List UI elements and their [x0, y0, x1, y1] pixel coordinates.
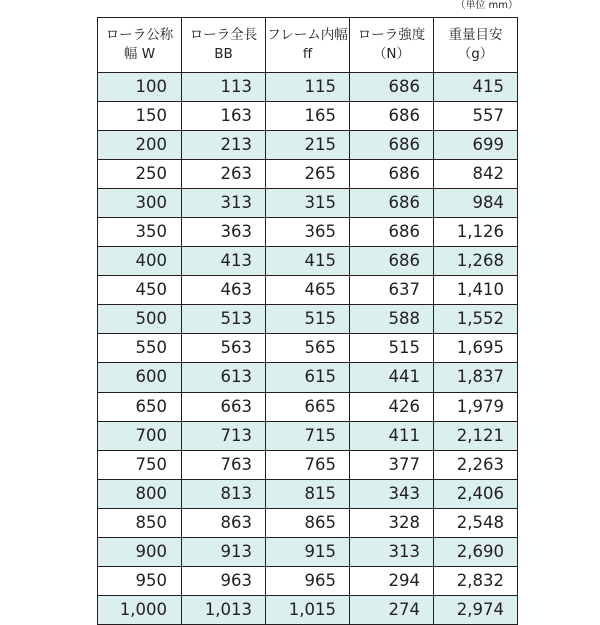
- cell-weight: 415: [434, 73, 518, 102]
- cell-overall-length: 663: [182, 392, 266, 421]
- cell-overall-length: 1,013: [182, 595, 266, 624]
- table-row: [98, 73, 518, 102]
- header-row: [98, 18, 518, 73]
- cell-nominal-width: 450: [98, 276, 182, 305]
- header-line: フレーム内幅: [267, 27, 348, 43]
- cell-nominal-width: 700: [98, 421, 182, 450]
- cell-frame-inner-width: 815: [266, 479, 350, 508]
- table-row: [98, 334, 518, 363]
- cell-overall-length: 963: [182, 566, 266, 595]
- cell-frame-inner-width: 465: [266, 276, 350, 305]
- cell-strength: 343: [350, 479, 434, 508]
- cell-strength: 686: [350, 73, 434, 102]
- cell-nominal-width: 950: [98, 566, 182, 595]
- cell-frame-inner-width: 365: [266, 218, 350, 247]
- table-row: [98, 450, 518, 479]
- cell-weight: 699: [434, 131, 518, 160]
- table-row: [98, 363, 518, 392]
- cell-frame-inner-width: 115: [266, 73, 350, 102]
- cell-overall-length: 813: [182, 479, 266, 508]
- table-row: [98, 479, 518, 508]
- cell-strength: 588: [350, 305, 434, 334]
- cell-frame-inner-width: 215: [266, 131, 350, 160]
- cell-nominal-width: 350: [98, 218, 182, 247]
- cell-nominal-width: 550: [98, 334, 182, 363]
- roller-spec-table: [97, 17, 518, 625]
- header-line: ローラ公称: [105, 27, 174, 43]
- cell-frame-inner-width: 715: [266, 421, 350, 450]
- table-row: [98, 218, 518, 247]
- cell-nominal-width: 650: [98, 392, 182, 421]
- cell-weight: 557: [434, 102, 518, 131]
- cell-strength: 411: [350, 421, 434, 450]
- cell-overall-length: 313: [182, 189, 266, 218]
- cell-weight: 2,548: [434, 508, 518, 537]
- cell-overall-length: 113: [182, 73, 266, 102]
- cell-strength: 274: [350, 595, 434, 624]
- cell-frame-inner-width: 1,015: [266, 595, 350, 624]
- cell-nominal-width: 900: [98, 537, 182, 566]
- cell-frame-inner-width: 515: [266, 305, 350, 334]
- table-row: [98, 305, 518, 334]
- cell-overall-length: 463: [182, 276, 266, 305]
- header-line: 重量目安: [448, 27, 503, 43]
- cell-strength: 426: [350, 392, 434, 421]
- table-row: [98, 276, 518, 305]
- cell-frame-inner-width: 765: [266, 450, 350, 479]
- header-line: ff: [302, 46, 313, 62]
- table-body: [98, 73, 518, 625]
- cell-strength: 637: [350, 276, 434, 305]
- header-line: （N）: [372, 46, 411, 62]
- header-roller-nominal-width: [98, 18, 182, 73]
- unit-note: （単位 mm）: [455, 0, 518, 11]
- cell-weight: 1,126: [434, 218, 518, 247]
- cell-nominal-width: 500: [98, 305, 182, 334]
- cell-nominal-width: 850: [98, 508, 182, 537]
- table-row: [98, 189, 518, 218]
- cell-overall-length: 263: [182, 160, 266, 189]
- header-roller-strength: [350, 18, 434, 73]
- cell-frame-inner-width: 865: [266, 508, 350, 537]
- table-row: [98, 566, 518, 595]
- cell-nominal-width: 300: [98, 189, 182, 218]
- table-row: [98, 537, 518, 566]
- cell-strength: 686: [350, 131, 434, 160]
- cell-strength: 515: [350, 334, 434, 363]
- cell-weight: 1,268: [434, 247, 518, 276]
- cell-overall-length: 713: [182, 421, 266, 450]
- cell-weight: 1,552: [434, 305, 518, 334]
- cell-overall-length: 563: [182, 334, 266, 363]
- cell-overall-length: 363: [182, 218, 266, 247]
- cell-frame-inner-width: 315: [266, 189, 350, 218]
- cell-weight: 1,410: [434, 276, 518, 305]
- table-row: [98, 247, 518, 276]
- cell-weight: 842: [434, 160, 518, 189]
- cell-frame-inner-width: 415: [266, 247, 350, 276]
- cell-weight: 2,832: [434, 566, 518, 595]
- cell-frame-inner-width: 915: [266, 537, 350, 566]
- cell-frame-inner-width: 615: [266, 363, 350, 392]
- table-row: [98, 102, 518, 131]
- header-line: ローラ全長: [189, 27, 258, 43]
- cell-frame-inner-width: 265: [266, 160, 350, 189]
- cell-strength: 686: [350, 247, 434, 276]
- cell-strength: 294: [350, 566, 434, 595]
- cell-weight: 2,974: [434, 595, 518, 624]
- cell-strength: 686: [350, 102, 434, 131]
- table-row: [98, 392, 518, 421]
- cell-weight: 1,837: [434, 363, 518, 392]
- cell-nominal-width: 800: [98, 479, 182, 508]
- cell-weight: 1,979: [434, 392, 518, 421]
- cell-strength: 377: [350, 450, 434, 479]
- cell-overall-length: 513: [182, 305, 266, 334]
- cell-frame-inner-width: 665: [266, 392, 350, 421]
- cell-weight: 2,263: [434, 450, 518, 479]
- header-line: BB: [214, 46, 233, 62]
- cell-weight: 984: [434, 189, 518, 218]
- cell-strength: 686: [350, 160, 434, 189]
- cell-nominal-width: 150: [98, 102, 182, 131]
- table-header: [98, 18, 518, 73]
- cell-strength: 686: [350, 189, 434, 218]
- table-row: [98, 421, 518, 450]
- header-line: 幅 W: [123, 46, 156, 62]
- cell-overall-length: 613: [182, 363, 266, 392]
- cell-nominal-width: 200: [98, 131, 182, 160]
- header-weight-estimate: [434, 18, 518, 73]
- cell-weight: 2,121: [434, 421, 518, 450]
- table-row: [98, 160, 518, 189]
- cell-weight: 2,406: [434, 479, 518, 508]
- header-line: （g）: [457, 46, 494, 62]
- cell-frame-inner-width: 165: [266, 102, 350, 131]
- cell-overall-length: 763: [182, 450, 266, 479]
- table-row: [98, 508, 518, 537]
- table-row: [98, 131, 518, 160]
- cell-strength: 328: [350, 508, 434, 537]
- cell-nominal-width: 100: [98, 73, 182, 102]
- cell-frame-inner-width: 565: [266, 334, 350, 363]
- cell-frame-inner-width: 965: [266, 566, 350, 595]
- cell-strength: 313: [350, 537, 434, 566]
- cell-overall-length: 913: [182, 537, 266, 566]
- cell-weight: 2,690: [434, 537, 518, 566]
- header-frame-inner-width: [266, 18, 350, 73]
- cell-nominal-width: 400: [98, 247, 182, 276]
- cell-strength: 686: [350, 218, 434, 247]
- cell-weight: 1,695: [434, 334, 518, 363]
- cell-nominal-width: 600: [98, 363, 182, 392]
- cell-overall-length: 213: [182, 131, 266, 160]
- cell-overall-length: 413: [182, 247, 266, 276]
- header-line: ローラ強度: [357, 27, 426, 43]
- cell-overall-length: 863: [182, 508, 266, 537]
- header-roller-overall-length: [182, 18, 266, 73]
- cell-strength: 441: [350, 363, 434, 392]
- cell-nominal-width: 1,000: [98, 595, 182, 624]
- cell-overall-length: 163: [182, 102, 266, 131]
- cell-nominal-width: 250: [98, 160, 182, 189]
- cell-nominal-width: 750: [98, 450, 182, 479]
